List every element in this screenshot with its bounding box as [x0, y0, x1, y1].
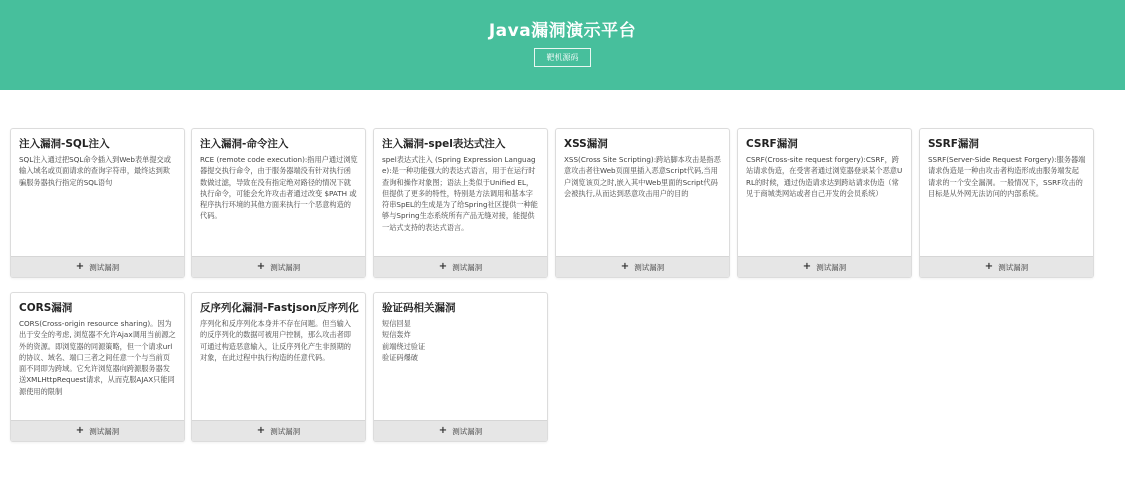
card-description: CSRF(Cross-site request forgery):CSRF，跨站请求伪造，在受害者通过浏览器登录某个恶意URL的时候，通过伪造请求达到跨站请求伪造（常见于商城类网站或者自己开发的会员系统） [746, 155, 903, 198]
card-title: 注入漏洞-命令注入 [200, 138, 289, 150]
plus-icon: + [256, 261, 266, 272]
card-description: 序列化和反序列化本身并不存在问题。但当输入的反序列化的数据可被用户控制，那么攻击者即可通过构造恶意输入，让反序列化产生非预期的对象，在此过程中执行构造的任意代码。 [200, 319, 351, 362]
test-vuln-label: 测试漏洞 [816, 262, 847, 272]
source-code-button[interactable]: 靶机源码 [534, 48, 591, 67]
card-title: CORS漏洞 [19, 302, 73, 314]
test-vuln-button[interactable] [374, 256, 547, 277]
test-vuln-button[interactable] [374, 420, 547, 441]
card-csrf [737, 128, 912, 278]
test-vuln-label: 测试漏洞 [270, 426, 301, 436]
plus-icon: + [438, 425, 448, 436]
test-vuln-button[interactable] [192, 420, 365, 441]
page-title: Java漏洞演示平台 [488, 21, 637, 41]
test-vuln-label: 测试漏洞 [89, 262, 120, 272]
test-vuln-button[interactable] [556, 256, 729, 277]
plus-icon: + [75, 261, 85, 272]
plus-icon: + [438, 261, 448, 272]
card-title: XSS漏洞 [564, 138, 608, 150]
plus-icon: + [256, 425, 266, 436]
test-vuln-button[interactable] [11, 420, 184, 441]
card-description: spel表达式注入 (Spring Expression Language):是一种功能强大的表达式语言，用于在运行时查询和操作对象图；语法上类似于Unified EL，但提供了更多的特性，特别是方法调用和基本字符串SpEL的生成是为了给Spring社区提供一种能够与Spring生态系统所有产品无缝对接，能提供一站式支持的表达式语言。 [382, 155, 538, 232]
test-vuln-button[interactable] [11, 256, 184, 277]
card-fastjson-deserialization [191, 292, 366, 442]
card-cors [10, 292, 185, 442]
card-description: 短信回显 短信轰炸 前端绕过验证 验证码爆破 [382, 319, 426, 362]
card-command-injection [191, 128, 366, 278]
test-vuln-label: 测试漏洞 [89, 426, 120, 436]
plus-icon: + [984, 261, 994, 272]
card-title: SSRF漏洞 [928, 138, 979, 150]
card-title: 反序列化漏洞-Fastjson反序列化 [200, 302, 359, 314]
plus-icon: + [75, 425, 85, 436]
card-description: SQL注入通过把SQL命令插入到Web表单提交或输入域名或页面请求的查询字符串，最终达到欺骗服务器执行指定的SQL语句 [19, 155, 171, 187]
plus-icon: + [620, 261, 630, 272]
test-vuln-label: 测试漏洞 [634, 262, 665, 272]
card-captcha [373, 292, 548, 442]
test-vuln-button[interactable] [192, 256, 365, 277]
card-title: 验证码相关漏洞 [382, 302, 456, 314]
card-spel-injection [373, 128, 548, 278]
card-title: 注入漏洞-SQL注入 [19, 138, 110, 150]
card-description: RCE (remote code execution):指用户通过浏览器提交执行命令，由于服务器端没有针对执行函数做过滤，导致在没有指定绝对路径的情况下就执行命令，可能会允许攻击者通过改变 $PATH 或程序执行环境的其他方面来执行一个恶意构造的代码。 [200, 155, 358, 221]
card-title: CSRF漏洞 [746, 138, 798, 150]
card-title: 注入漏洞-spel表达式注入 [382, 138, 506, 150]
test-vuln-button[interactable] [920, 256, 1093, 277]
card-description: XSS(Cross Site Scripting):跨站脚本攻击是指恶意攻击者往Web页面里插入恶意Script代码,当用户浏览该页之时,嵌入其中Web里面的Script代码会被执行,从而达到恶意攻击用户的目的 [564, 155, 721, 198]
card-ssrf [919, 128, 1094, 278]
card-sql-injection [10, 128, 185, 278]
plus-icon: + [802, 261, 812, 272]
card-description: CORS(Cross-origin resource sharing)。因为出于安全的考虑, 浏览器不允许Ajax调用当前源之外的资源。即浏览器的同源策略，但一个请求url的协议、域名、端口三者之间任意一个与当前页面不同即为跨域。它允许浏览器向跨源服务器发送XMLHttpRequest请求，从而克服AJAX只能同源使用的限制 [19, 319, 176, 396]
test-vuln-button[interactable] [738, 256, 911, 277]
test-vuln-label: 测试漏洞 [452, 262, 483, 272]
page-header [0, 0, 1125, 90]
card-description: SSRF(Server-Side Request Forgery):服务器端请求伪造是一种由攻击者构造形成由服务端发起请求的一个安全漏洞。一般情况下，SSRF攻击的目标是从外网无法访问的内部系统。 [928, 155, 1086, 198]
test-vuln-label: 测试漏洞 [270, 262, 301, 272]
card-xss [555, 128, 730, 278]
test-vuln-label: 测试漏洞 [998, 262, 1029, 272]
test-vuln-label: 测试漏洞 [452, 426, 483, 436]
